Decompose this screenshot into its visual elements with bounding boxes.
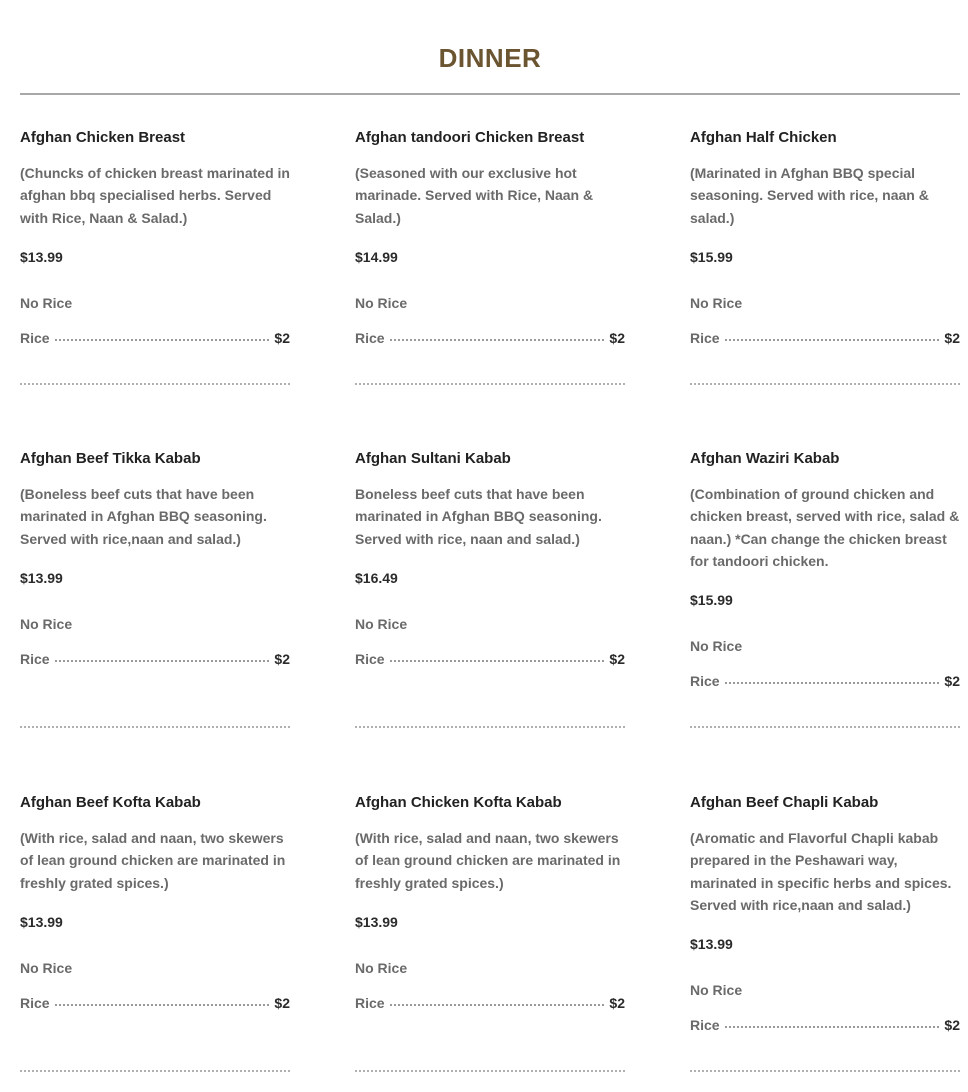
menu-item [690,128,960,385]
option-rice-price: $2 [274,329,290,346]
option-rice-label: Rice [355,329,385,346]
menu-item-name[interactable]: Afghan tandoori Chicken Breast [355,129,585,146]
option-rice-label: Rice [20,994,50,1011]
menu-item [20,128,290,385]
menu-item-description: (With rice, salad and naan, two skewers of lean ground chicken are marinated in freshly grated spices.) [20,830,286,891]
menu-item [690,449,960,728]
item-divider [355,726,625,728]
menu-item-name[interactable]: Afghan Beef Kofta Kabab [20,794,201,811]
option-rice-price: $2 [274,994,290,1011]
dotted-leader [725,1026,940,1028]
menu-item-name[interactable]: Afghan Beef Chapli Kabab [690,794,879,811]
menu-item [355,449,625,728]
option-rice-label: Rice [355,994,385,1011]
menu-item-description: (Combination of ground chicken and chicken breast, served with rice, salad & naan.) *Can change the chicken breast for tandoori chicken. [690,486,960,569]
option-rice-label: Rice [20,329,50,346]
menu-item [355,128,625,385]
dotted-leader [55,339,270,341]
option-rice-label: Rice [355,650,385,667]
option-rice-price: $2 [609,329,625,346]
option-rice-price: $2 [609,650,625,667]
menu-item-description: (Seasoned with our exclusive hot marinade. Served with Rice, Naan & Salad.) [355,165,594,226]
dotted-leader [390,339,605,341]
dotted-leader [390,660,605,662]
option-rice-label: Rice [690,1017,720,1034]
option-no-rice[interactable]: No Rice [355,294,408,311]
option-no-rice[interactable]: No Rice [20,294,73,311]
menu-item-price: $13.99 [355,913,398,930]
dotted-leader [725,339,940,341]
menu-item-name[interactable]: Afghan Beef Tikka Kabab [20,450,201,467]
option-rice[interactable] [355,650,625,668]
item-divider [690,1070,960,1072]
option-rice[interactable] [20,994,290,1012]
menu-item-price: $15.99 [690,248,733,265]
item-divider [20,383,290,385]
menu-section-title: DINNER [438,43,542,73]
menu-item-description: (Aromatic and Flavorful Chapli kabab prepared in the Peshawari way, marinated in specific herbs and spices. Served with rice,naan and salad.) [690,830,952,913]
option-no-rice[interactable]: No Rice [690,638,743,655]
menu-item-description: (Marinated in Afghan BBQ special seasoning. Served with rice, naan & salad.) [690,165,929,226]
dotted-leader [390,1004,605,1006]
option-rice[interactable] [20,329,290,347]
menu-item-price: $15.99 [690,592,733,609]
dotted-leader [55,660,270,662]
option-rice-price: $2 [944,329,960,346]
item-divider [355,1070,625,1072]
menu-item-price: $13.99 [20,248,63,265]
item-divider [690,383,960,385]
menu-item [355,793,625,1072]
menu-item-price: $13.99 [690,936,733,953]
option-rice[interactable] [690,1016,960,1034]
menu-item-price: $14.99 [355,248,398,265]
menu-item-price: $16.49 [355,569,398,586]
item-divider [690,726,960,728]
menu-item-description: (Boneless beef cuts that have been marinated in Afghan BBQ seasoning. Served with rice,naan and salad.) [20,486,267,547]
dotted-leader [55,1004,270,1006]
item-divider [355,383,625,385]
option-rice-label: Rice [690,329,720,346]
item-divider [20,1070,290,1072]
menu-item-name[interactable]: Afghan Sultani Kabab [355,450,511,467]
option-rice[interactable] [20,650,290,668]
menu-item [20,793,290,1072]
menu-item-description: (With rice, salad and naan, two skewers of lean ground chicken are marinated in freshly grated spices.) [355,830,621,891]
option-no-rice[interactable]: No Rice [355,615,408,632]
item-divider [20,726,290,728]
menu-item-description: Boneless beef cuts that have been marinated in Afghan BBQ seasoning. Served with rice, naan and salad.) [355,486,602,547]
option-rice-price: $2 [609,994,625,1011]
option-rice-price: $2 [944,673,960,690]
option-no-rice[interactable]: No Rice [20,615,73,632]
menu-item-price: $13.99 [20,913,63,930]
menu-item [690,793,960,1072]
dotted-leader [725,682,940,684]
option-rice[interactable] [690,329,960,347]
menu-item-name[interactable]: Afghan Chicken Breast [20,129,186,146]
option-rice-price: $2 [274,650,290,667]
menu-item-name[interactable]: Afghan Waziri Kabab [690,450,840,467]
option-no-rice[interactable]: No Rice [690,294,743,311]
menu-item-price: $13.99 [20,569,63,586]
option-rice-price: $2 [944,1017,960,1034]
option-rice[interactable] [355,994,625,1012]
title-divider [20,93,960,95]
menu-item [20,449,290,728]
menu-item-name[interactable]: Afghan Half Chicken [690,129,837,146]
option-rice-label: Rice [20,650,50,667]
menu-item-description: (Chuncks of chicken breast marinated in afghan bbq specialised herbs. Served with Rice, Naan & Salad.) [20,165,290,226]
option-no-rice[interactable]: No Rice [355,959,408,976]
option-no-rice[interactable]: No Rice [690,982,743,999]
option-rice[interactable] [355,329,625,347]
menu-item-name[interactable]: Afghan Chicken Kofta Kabab [355,794,562,811]
option-rice-label: Rice [690,673,720,690]
option-no-rice[interactable]: No Rice [20,959,73,976]
option-rice[interactable] [690,672,960,690]
